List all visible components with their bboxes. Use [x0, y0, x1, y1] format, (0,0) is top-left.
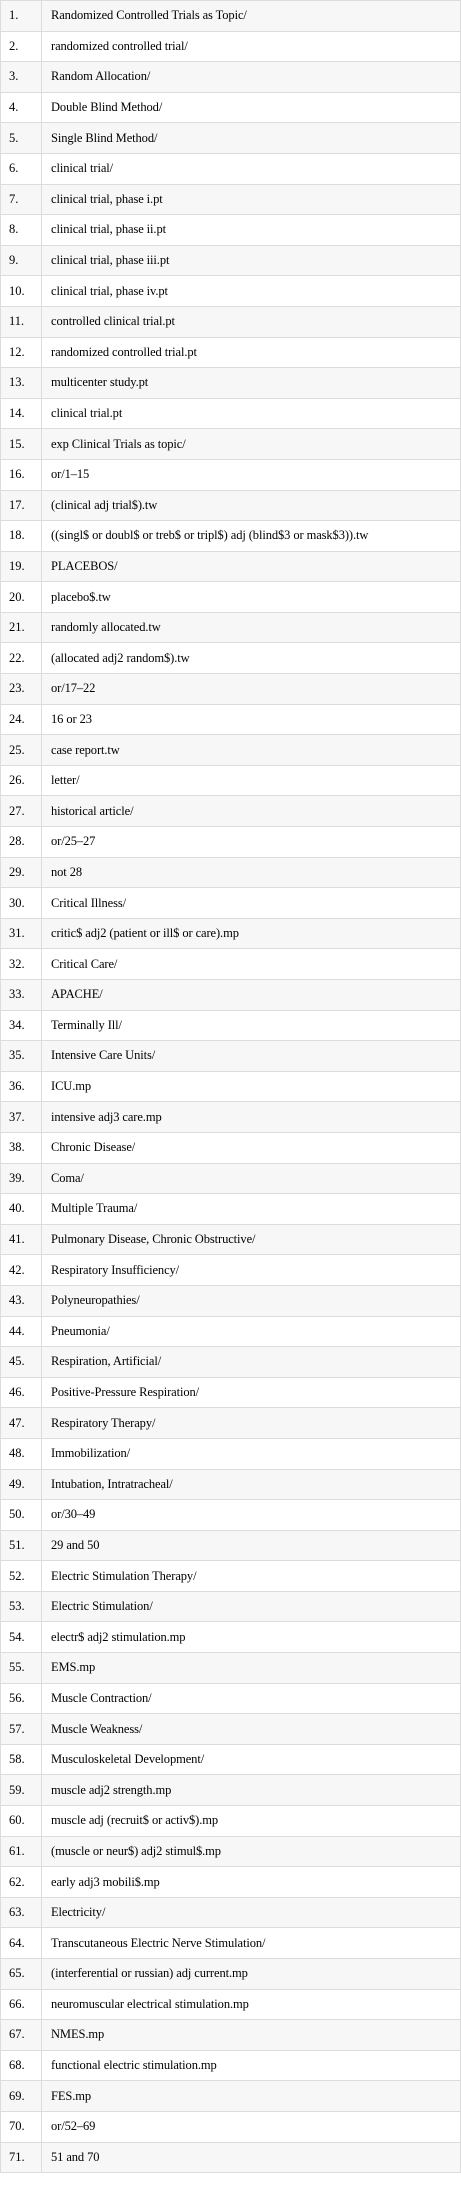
search-term: ICU.mp: [42, 1071, 461, 1102]
search-term: (allocated adj2 random$).tw: [42, 643, 461, 674]
line-number: 11.: [1, 306, 42, 337]
table-row: [1, 980, 461, 1011]
search-term: controlled clinical trial.pt: [42, 306, 461, 337]
line-number: 17.: [1, 490, 42, 521]
table-row: [1, 857, 461, 888]
line-number: 42.: [1, 1255, 42, 1286]
table-row: [1, 1010, 461, 1041]
search-term: Positive-Pressure Respiration/: [42, 1377, 461, 1408]
line-number: 7.: [1, 184, 42, 215]
table-row: [1, 1132, 461, 1163]
table-row: [1, 1071, 461, 1102]
search-term: Respiratory Insufficiency/: [42, 1255, 461, 1286]
table-row: [1, 2081, 461, 2112]
search-term: APACHE/: [42, 980, 461, 1011]
line-number: 38.: [1, 1132, 42, 1163]
search-term: EMS.mp: [42, 1653, 461, 1684]
table-row: [1, 1347, 461, 1378]
table-row: [1, 612, 461, 643]
table-row: [1, 1683, 461, 1714]
search-term: Intensive Care Units/: [42, 1041, 461, 1072]
table-row: [1, 1316, 461, 1347]
line-number: 32.: [1, 949, 42, 980]
table-row: [1, 92, 461, 123]
table-row: [1, 918, 461, 949]
search-term: FES.mp: [42, 2081, 461, 2112]
search-term: Electric Stimulation/: [42, 1591, 461, 1622]
search-term: randomly allocated.tw: [42, 612, 461, 643]
line-number: 12.: [1, 337, 42, 368]
search-term: randomized controlled trial/: [42, 31, 461, 62]
search-term: or/1–15: [42, 459, 461, 490]
table-row: [1, 2050, 461, 2081]
line-number: 51.: [1, 1530, 42, 1561]
table-row: [1, 368, 461, 399]
table-row: [1, 1041, 461, 1072]
table-row: [1, 306, 461, 337]
search-term: Polyneuropathies/: [42, 1285, 461, 1316]
table-row: [1, 398, 461, 429]
line-number: 53.: [1, 1591, 42, 1622]
line-number: 9.: [1, 245, 42, 276]
search-term: Muscle Weakness/: [42, 1714, 461, 1745]
line-number: 21.: [1, 612, 42, 643]
table-row: [1, 2142, 461, 2173]
search-term: Random Allocation/: [42, 62, 461, 93]
line-number: 33.: [1, 980, 42, 1011]
table-row: [1, 1102, 461, 1133]
line-number: 27.: [1, 796, 42, 827]
search-term: Pneumonia/: [42, 1316, 461, 1347]
search-term: Terminally Ill/: [42, 1010, 461, 1041]
table-row: [1, 1836, 461, 1867]
line-number: 60.: [1, 1806, 42, 1837]
table-row: [1, 704, 461, 735]
search-term: or/30–49: [42, 1500, 461, 1531]
search-term: clinical trial.pt: [42, 398, 461, 429]
table-row: [1, 215, 461, 246]
table-row: [1, 582, 461, 613]
search-term: (muscle or neur$) adj2 stimul$.mp: [42, 1836, 461, 1867]
line-number: 56.: [1, 1683, 42, 1714]
search-term: Electric Stimulation Therapy/: [42, 1561, 461, 1592]
line-number: 57.: [1, 1714, 42, 1745]
line-number: 62.: [1, 1867, 42, 1898]
search-term: letter/: [42, 765, 461, 796]
search-term: Intubation, Intratracheal/: [42, 1469, 461, 1500]
line-number: 30.: [1, 888, 42, 919]
line-number: 22.: [1, 643, 42, 674]
line-number: 54.: [1, 1622, 42, 1653]
line-number: 29.: [1, 857, 42, 888]
search-term: ((singl$ or doubl$ or treb$ or tripl$) adj (blind$3 or mask$3)).tw: [42, 521, 461, 552]
table-row: [1, 1194, 461, 1225]
search-term: not 28: [42, 857, 461, 888]
line-number: 3.: [1, 62, 42, 93]
search-term: (interferential or russian) adj current.mp: [42, 1959, 461, 1990]
search-term: neuromuscular electrical stimulation.mp: [42, 1989, 461, 2020]
line-number: 15.: [1, 429, 42, 460]
table-row: [1, 123, 461, 154]
table-row: [1, 1867, 461, 1898]
line-number: 2.: [1, 31, 42, 62]
line-number: 43.: [1, 1285, 42, 1316]
table-row: [1, 1714, 461, 1745]
search-term: Single Blind Method/: [42, 123, 461, 154]
table-row: [1, 490, 461, 521]
line-number: 14.: [1, 398, 42, 429]
search-term: 16 or 23: [42, 704, 461, 735]
search-term: Critical Illness/: [42, 888, 461, 919]
table-row: [1, 1469, 461, 1500]
search-term: Muscle Contraction/: [42, 1683, 461, 1714]
search-term: Musculoskeletal Development/: [42, 1744, 461, 1775]
table-row: [1, 1530, 461, 1561]
search-term: functional electric stimulation.mp: [42, 2050, 461, 2081]
search-term: 51 and 70: [42, 2142, 461, 2173]
line-number: 61.: [1, 1836, 42, 1867]
line-number: 24.: [1, 704, 42, 735]
line-number: 63.: [1, 1897, 42, 1928]
table-row: [1, 1806, 461, 1837]
line-number: 36.: [1, 1071, 42, 1102]
search-term: placebo$.tw: [42, 582, 461, 613]
line-number: 41.: [1, 1224, 42, 1255]
line-number: 40.: [1, 1194, 42, 1225]
table-row: [1, 1928, 461, 1959]
table-row: [1, 62, 461, 93]
table-row: [1, 1591, 461, 1622]
search-term: or/52–69: [42, 2111, 461, 2142]
table-row: [1, 521, 461, 552]
line-number: 13.: [1, 368, 42, 399]
search-term: Respiratory Therapy/: [42, 1408, 461, 1439]
line-number: 55.: [1, 1653, 42, 1684]
table-row: [1, 1653, 461, 1684]
line-number: 23.: [1, 674, 42, 705]
search-term: Randomized Controlled Trials as Topic/: [42, 1, 461, 32]
table-row: [1, 1408, 461, 1439]
table-row: [1, 551, 461, 582]
line-number: 58.: [1, 1744, 42, 1775]
search-term: NMES.mp: [42, 2020, 461, 2051]
line-number: 65.: [1, 1959, 42, 1990]
line-number: 47.: [1, 1408, 42, 1439]
table-row: [1, 1775, 461, 1806]
line-number: 64.: [1, 1928, 42, 1959]
table-row: [1, 276, 461, 307]
search-term: Critical Care/: [42, 949, 461, 980]
table-row: [1, 1897, 461, 1928]
line-number: 48.: [1, 1438, 42, 1469]
line-number: 20.: [1, 582, 42, 613]
search-term: or/17–22: [42, 674, 461, 705]
table-row: [1, 1163, 461, 1194]
line-number: 34.: [1, 1010, 42, 1041]
table-row: [1, 1255, 461, 1286]
search-term: case report.tw: [42, 735, 461, 766]
search-term: (clinical adj trial$).tw: [42, 490, 461, 521]
table-row: [1, 1500, 461, 1531]
search-term: intensive adj3 care.mp: [42, 1102, 461, 1133]
line-number: 10.: [1, 276, 42, 307]
line-number: 6.: [1, 153, 42, 184]
table-row: [1, 1, 461, 32]
line-number: 69.: [1, 2081, 42, 2112]
table-row: [1, 643, 461, 674]
search-term: randomized controlled trial.pt: [42, 337, 461, 368]
search-term: Coma/: [42, 1163, 461, 1194]
line-number: 37.: [1, 1102, 42, 1133]
table-row: [1, 735, 461, 766]
search-term: electr$ adj2 stimulation.mp: [42, 1622, 461, 1653]
line-number: 59.: [1, 1775, 42, 1806]
line-number: 16.: [1, 459, 42, 490]
line-number: 66.: [1, 1989, 42, 2020]
line-number: 45.: [1, 1347, 42, 1378]
search-term: Pulmonary Disease, Chronic Obstructive/: [42, 1224, 461, 1255]
search-term: Respiration, Artificial/: [42, 1347, 461, 1378]
search-term: muscle adj2 strength.mp: [42, 1775, 461, 1806]
table-row: [1, 459, 461, 490]
search-term: Chronic Disease/: [42, 1132, 461, 1163]
search-term: clinical trial, phase iii.pt: [42, 245, 461, 276]
line-number: 67.: [1, 2020, 42, 2051]
search-term: multicenter study.pt: [42, 368, 461, 399]
search-term: early adj3 mobili$.mp: [42, 1867, 461, 1898]
search-term: Multiple Trauma/: [42, 1194, 461, 1225]
table-row: [1, 1959, 461, 1990]
table-row: [1, 1438, 461, 1469]
line-number: 68.: [1, 2050, 42, 2081]
line-number: 25.: [1, 735, 42, 766]
search-term: Transcutaneous Electric Nerve Stimulation/: [42, 1928, 461, 1959]
table-row: [1, 1744, 461, 1775]
line-number: 39.: [1, 1163, 42, 1194]
line-number: 70.: [1, 2111, 42, 2142]
search-term: clinical trial/: [42, 153, 461, 184]
search-term: muscle adj (recruit$ or activ$).mp: [42, 1806, 461, 1837]
search-term: PLACEBOS/: [42, 551, 461, 582]
table-row: [1, 765, 461, 796]
line-number: 50.: [1, 1500, 42, 1531]
table-row: [1, 674, 461, 705]
table-row: [1, 1989, 461, 2020]
search-strategy-body: [1, 1, 461, 2173]
table-row: [1, 827, 461, 858]
line-number: 26.: [1, 765, 42, 796]
table-row: [1, 949, 461, 980]
search-term: critic$ adj2 (patient or ill$ or care).mp: [42, 918, 461, 949]
table-row: [1, 429, 461, 460]
table-row: [1, 337, 461, 368]
search-term: exp Clinical Trials as topic/: [42, 429, 461, 460]
line-number: 18.: [1, 521, 42, 552]
line-number: 52.: [1, 1561, 42, 1592]
table-row: [1, 1622, 461, 1653]
line-number: 35.: [1, 1041, 42, 1072]
line-number: 31.: [1, 918, 42, 949]
table-row: [1, 153, 461, 184]
search-term: Double Blind Method/: [42, 92, 461, 123]
search-term: 29 and 50: [42, 1530, 461, 1561]
line-number: 44.: [1, 1316, 42, 1347]
search-term: clinical trial, phase iv.pt: [42, 276, 461, 307]
line-number: 46.: [1, 1377, 42, 1408]
search-term: clinical trial, phase ii.pt: [42, 215, 461, 246]
table-row: [1, 1224, 461, 1255]
table-row: [1, 2111, 461, 2142]
table-row: [1, 796, 461, 827]
line-number: 28.: [1, 827, 42, 858]
table-row: [1, 31, 461, 62]
line-number: 5.: [1, 123, 42, 154]
table-row: [1, 1561, 461, 1592]
search-term: or/25–27: [42, 827, 461, 858]
line-number: 1.: [1, 1, 42, 32]
line-number: 8.: [1, 215, 42, 246]
table-row: [1, 2020, 461, 2051]
line-number: 49.: [1, 1469, 42, 1500]
table-row: [1, 245, 461, 276]
line-number: 19.: [1, 551, 42, 582]
search-term: clinical trial, phase i.pt: [42, 184, 461, 215]
line-number: 4.: [1, 92, 42, 123]
search-term: historical article/: [42, 796, 461, 827]
search-term: Immobilization/: [42, 1438, 461, 1469]
table-row: [1, 888, 461, 919]
table-row: [1, 1377, 461, 1408]
table-row: [1, 184, 461, 215]
table-row: [1, 1285, 461, 1316]
line-number: 71.: [1, 2142, 42, 2173]
search-term: Electricity/: [42, 1897, 461, 1928]
